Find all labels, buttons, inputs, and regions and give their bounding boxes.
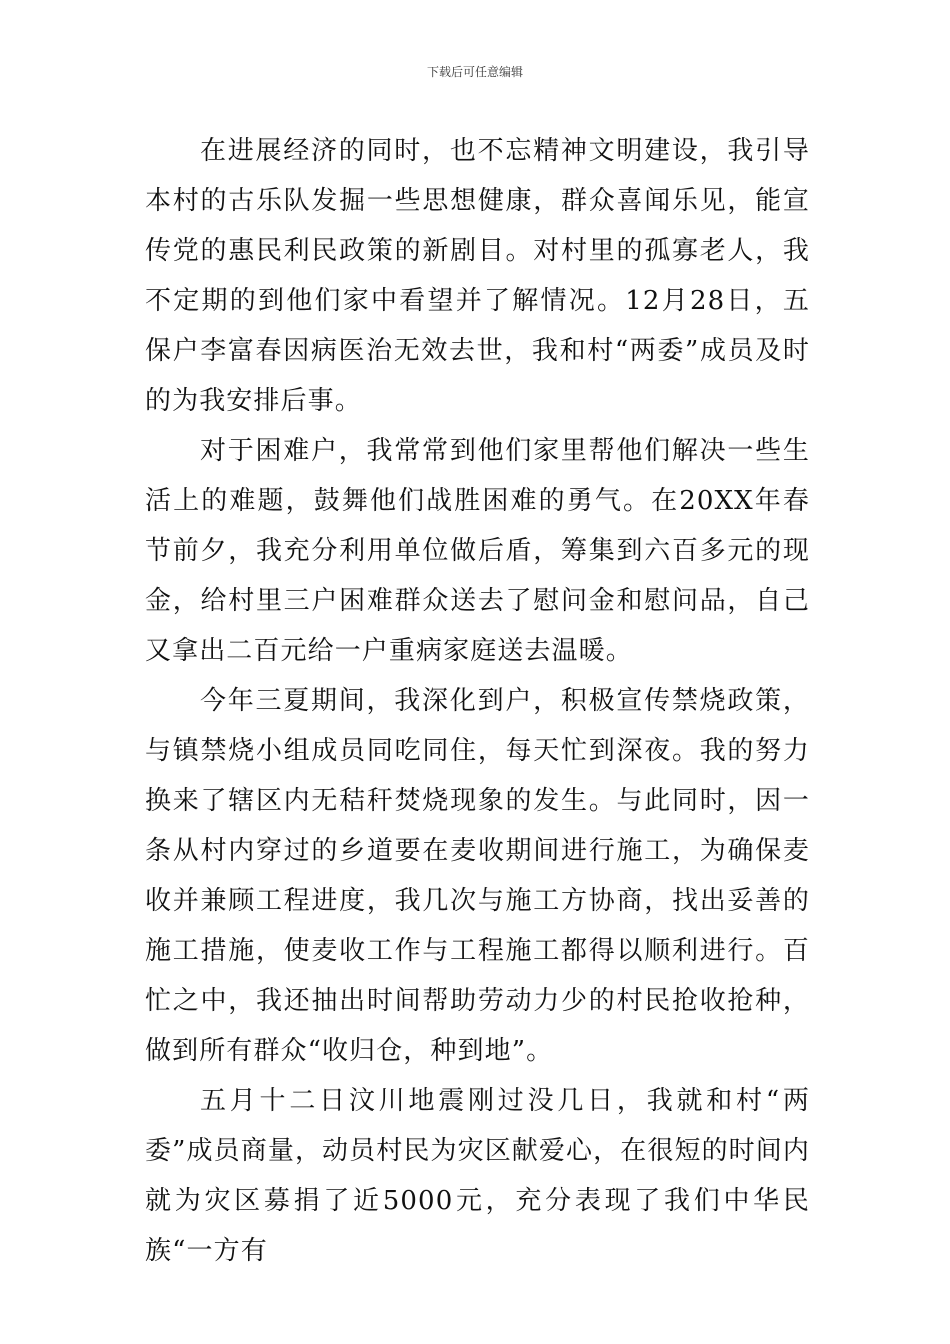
page-header-note: 下载后可任意编辑 [426,65,523,79]
paragraph-4: 五月十二日汶川地震刚过没几日，我就和村“两委”成员商量，动员村民为灾区献爱心，在很短的时间内就为灾区募捐了近5000元，充分表现了我们中华民族“一方有 [145,1086,810,1266]
paragraph-3: 今年三夏期间，我深化到户，积极宣传禁烧政策，与镇禁烧小组成员同吃同住，每天忙到深夜。我的努力换来了辖区内无秸秆焚烧现象的发生。与此同时，因一条从村内穿过的乡道要在麦收期间进行施工，为确保麦收并兼顾工程进度，我几次与施工方协商，找出妥善的施工措施，使麦收工作与工程施工都得以顺利进行。百忙之中，我还抽出时间帮助劳动力少的村民抢收抢种，做到所有群众“收归仓，种到地”。 [145,686,810,1066]
paragraph-1: 在进展经济的同时，也不忘精神文明建设，我引导本村的古乐队发掘一些思想健康，群众喜闻乐见，能宣传党的惠民利民政策的新剧目。对村里的孤寡老人，我不定期的到他们家中看望并了解情况。12月28日，五保户李富春因病医治无效去世，我和村“两委”成员及时的为我安排后事。 [145,136,810,416]
document-body [145,126,810,1276]
paragraph-2: 对于困难户，我常常到他们家里帮他们解决一些生活上的难题，鼓舞他们战胜困难的勇气。在20XX年春节前夕，我充分利用单位做后盾，筹集到六百多元的现金，给村里三户困难群众送去了慰问金和慰问品，自己又拿出二百元给一户重病家庭送去温暖。 [145,436,810,666]
